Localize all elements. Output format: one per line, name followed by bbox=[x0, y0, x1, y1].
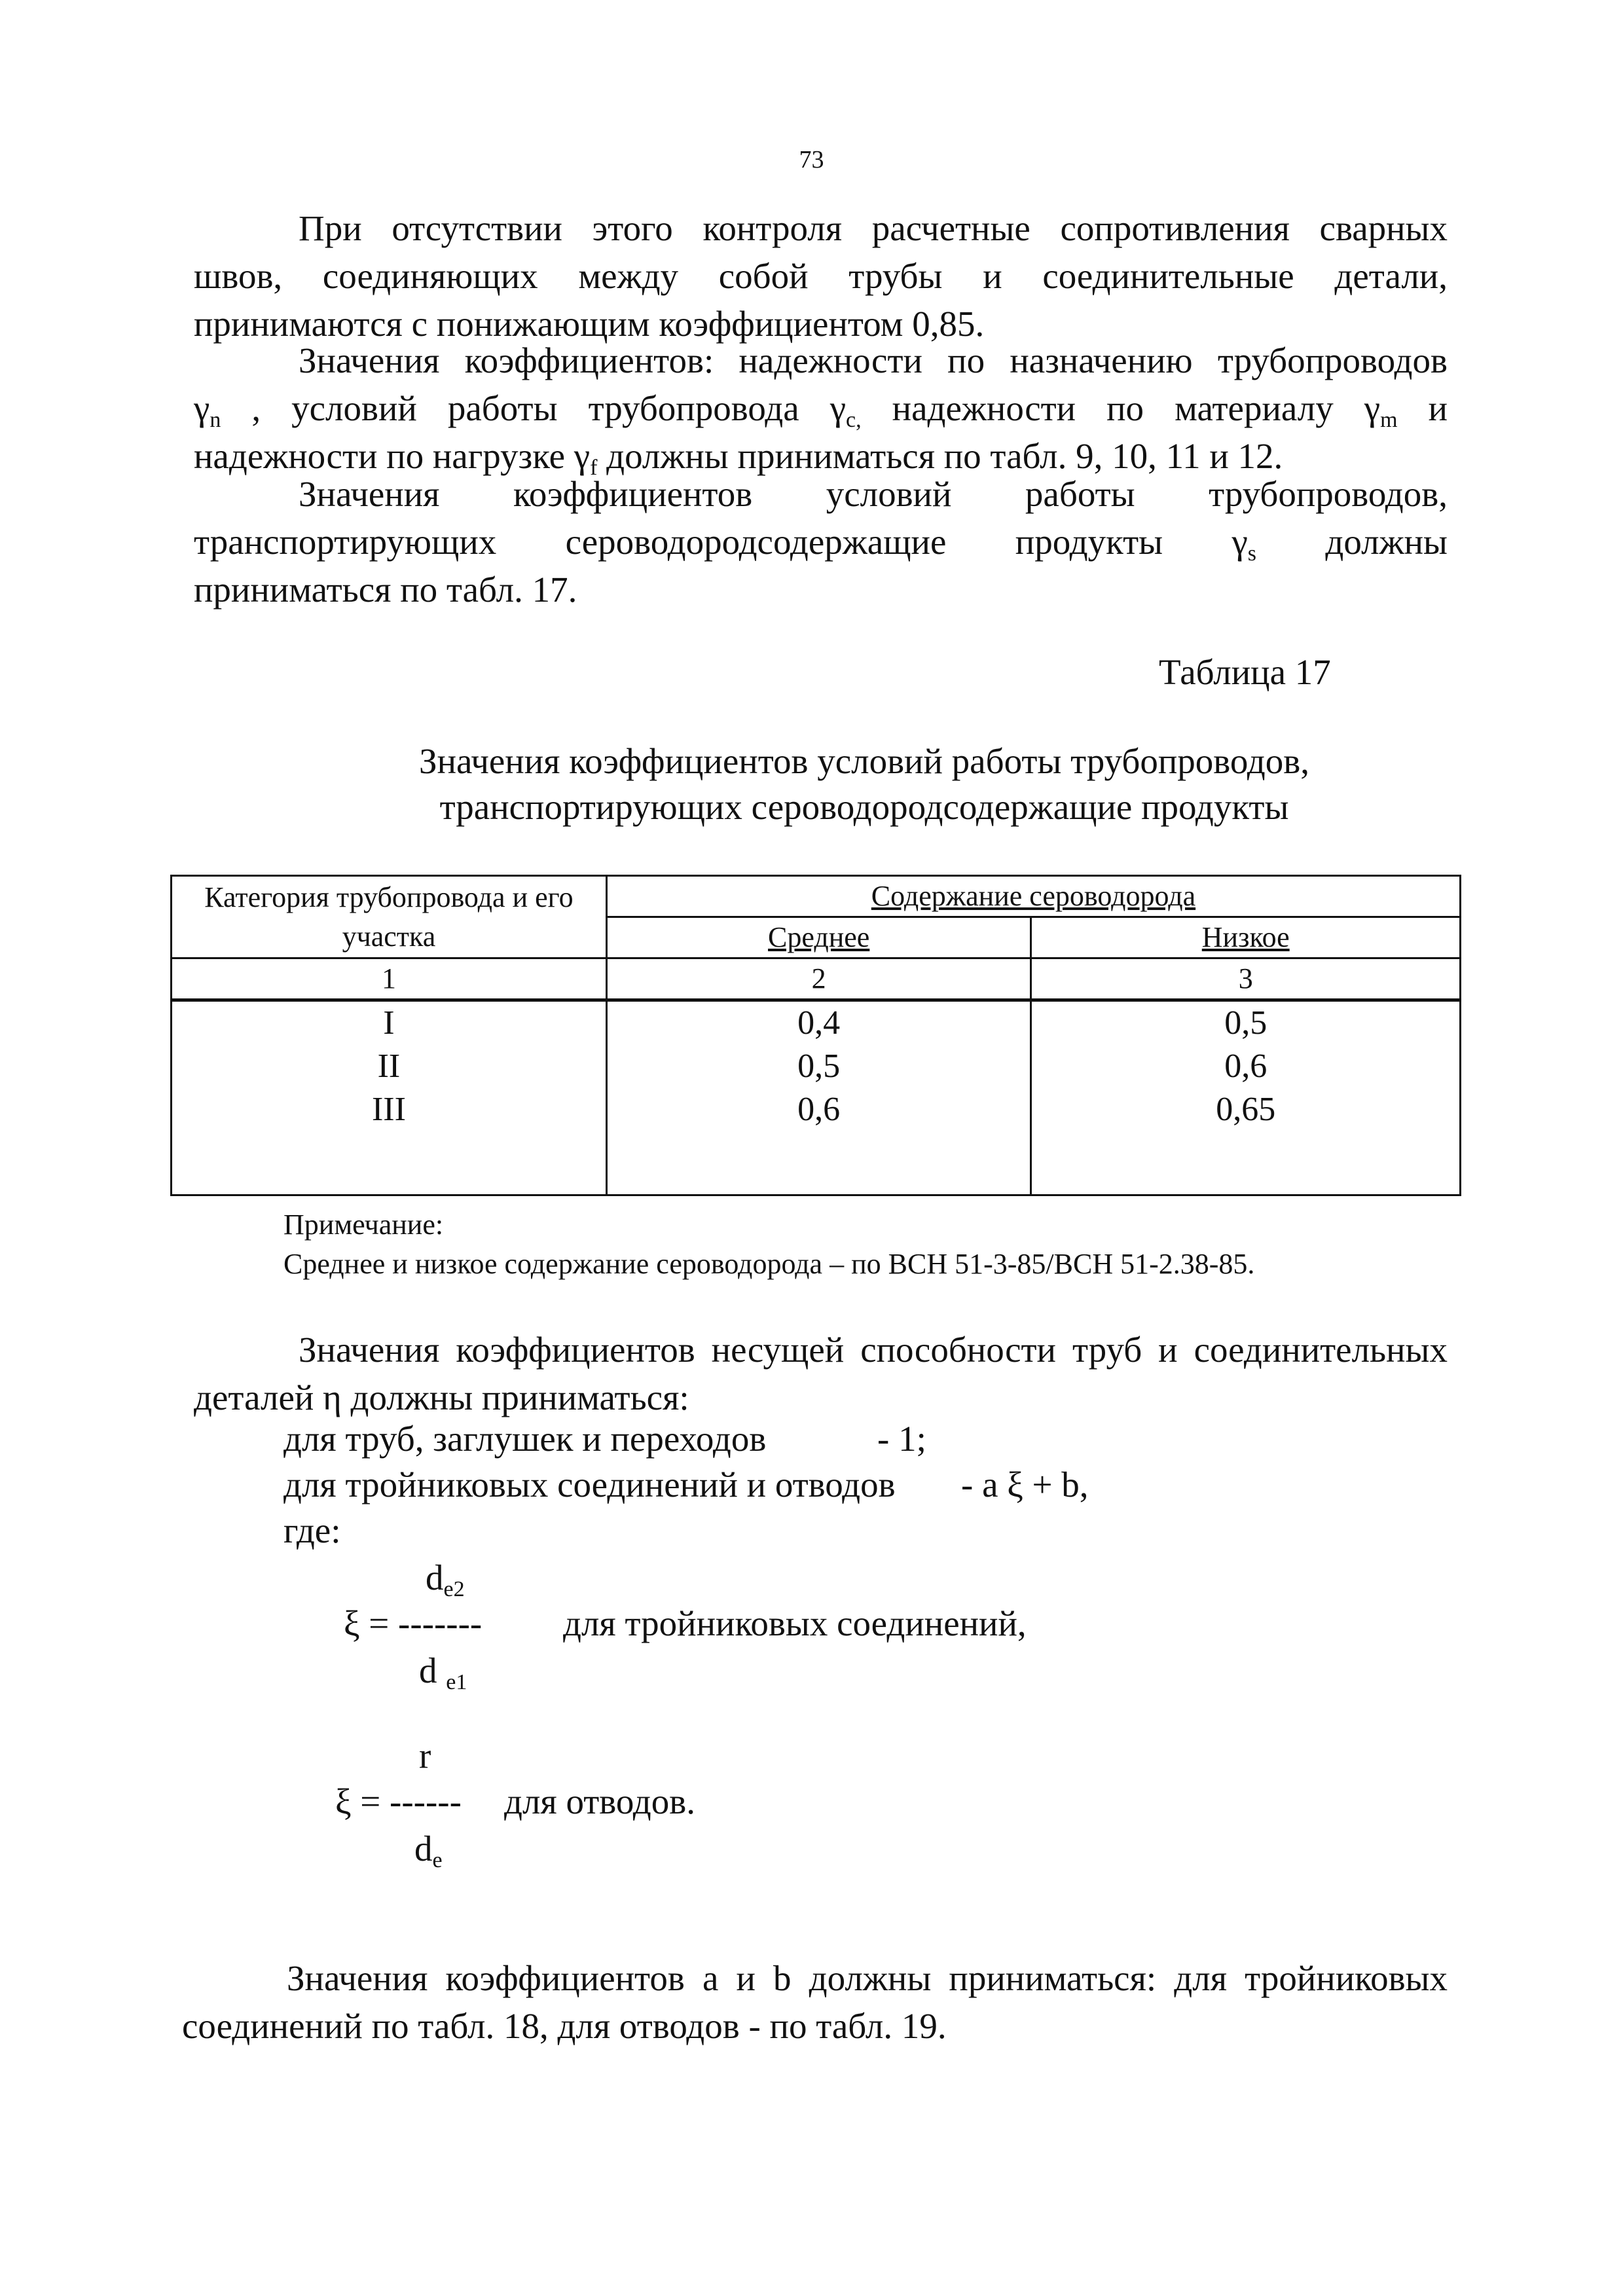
paragraph-bearing-capacity bbox=[194, 1326, 1448, 1421]
text-line: соединений по табл. 18, для отводов - по табл. 19. bbox=[182, 2006, 947, 2046]
text-line: швов, соединяющих между собой трубы и соединительные детали, bbox=[194, 256, 1448, 296]
cell-category: II bbox=[172, 1045, 607, 1088]
header-h2s-content bbox=[606, 876, 1460, 917]
text-line: Значения коэффициентов условий работы трубопроводов, bbox=[299, 474, 1448, 514]
table-caption bbox=[0, 738, 1623, 830]
header-medium-text: Среднее bbox=[768, 921, 870, 953]
formula2-denominator bbox=[414, 1828, 443, 1872]
caption-line: Значения коэффициентов условий работы трубопроводов, bbox=[419, 741, 1309, 781]
item-tees: для тройниковых соединений и отводов bbox=[283, 1465, 896, 1504]
formula2-description: для отводов. bbox=[504, 1781, 695, 1821]
text-line: Значения коэффициентов: надежности по назначению трубопроводов bbox=[299, 340, 1448, 380]
subscript: n bbox=[210, 408, 221, 432]
table-row bbox=[172, 1000, 1461, 1046]
text-fragment: должны приниматься по табл. 9, 10, 11 и 12. bbox=[597, 436, 1283, 476]
table-row bbox=[172, 1088, 1461, 1131]
subscript: e2 bbox=[443, 1577, 465, 1601]
text-fragment: надежности по материалу bbox=[861, 388, 1364, 428]
text-fragment: надежности по нагрузке bbox=[194, 436, 574, 476]
text-line bbox=[194, 518, 1448, 566]
subscript: e1 bbox=[446, 1670, 467, 1694]
table-label: Таблица 17 bbox=[1159, 652, 1331, 692]
paragraph-coefficients bbox=[194, 337, 1448, 480]
cell-medium: 0,5 bbox=[606, 1045, 1031, 1088]
cell-medium: 0,4 bbox=[606, 1000, 1031, 1046]
formula1-description: для тройниковых соединений, bbox=[563, 1603, 1027, 1643]
subscript: e bbox=[432, 1848, 443, 1872]
header-content-text: Содержание сероводорода bbox=[871, 880, 1196, 912]
header-medium bbox=[606, 917, 1031, 958]
formula-symbol: d bbox=[426, 1558, 444, 1597]
item-tees-value: - a ξ + b, bbox=[961, 1465, 1089, 1504]
item-pipes: для труб, заглушек и переходов bbox=[283, 1419, 767, 1459]
text-line: При отсутствии этого контроля расчетные сопротивления сварных bbox=[299, 208, 1448, 248]
table-row bbox=[172, 1045, 1461, 1088]
gamma-symbol: γ bbox=[194, 388, 210, 428]
text-line: Значения коэффициентов a и b должны приниматься: для тройниковых bbox=[287, 1958, 1448, 1998]
item-pipes-value: - 1; bbox=[877, 1419, 926, 1459]
cell-category: III bbox=[172, 1088, 607, 1131]
cell-low: 0,65 bbox=[1031, 1088, 1461, 1131]
formula-symbol: d bbox=[414, 1829, 433, 1868]
page-number: 73 bbox=[799, 146, 824, 173]
text-fragment: , условий работы трубопровода bbox=[221, 388, 830, 428]
header-low-text: Низкое bbox=[1201, 921, 1290, 953]
formula-symbol: d bbox=[419, 1650, 447, 1690]
formula1-numerator bbox=[426, 1557, 465, 1601]
cell-category: I bbox=[172, 1000, 607, 1046]
formula1-lhs: ξ = ------- bbox=[344, 1603, 483, 1643]
subscript: s bbox=[1247, 541, 1257, 566]
gamma-symbol: γ bbox=[1231, 522, 1248, 562]
table-bottom-spacer bbox=[172, 1131, 1461, 1195]
caption-line: транспортирующих сероводородсодержащие продукты bbox=[439, 787, 1289, 827]
numbering-row bbox=[172, 958, 1461, 1000]
spacer-cell bbox=[172, 1131, 607, 1195]
cell-medium: 0,6 bbox=[606, 1088, 1031, 1131]
formula2-numerator: r bbox=[419, 1736, 431, 1776]
text-line: принимаются с понижающим коэффициентом 0,85. bbox=[194, 304, 985, 344]
subscript: m bbox=[1380, 408, 1398, 432]
text-line: деталей η должны приниматься: bbox=[194, 1377, 689, 1417]
note-label: Примечание: bbox=[283, 1209, 444, 1241]
where-label: где: bbox=[283, 1510, 341, 1550]
formula1-denominator bbox=[419, 1650, 467, 1694]
header-low bbox=[1031, 917, 1461, 958]
text-fragment: и bbox=[1397, 388, 1448, 428]
note-text: Среднее и низкое содержание сероводорода – по ВСН 51-3-85/ВСН 51-2.38-85. bbox=[283, 1248, 1255, 1280]
coefficient-table bbox=[170, 875, 1461, 1196]
header-category bbox=[172, 876, 607, 958]
paragraph-weld-control bbox=[194, 204, 1448, 348]
formula2-lhs: ξ = ------ bbox=[335, 1781, 462, 1821]
subscript: f bbox=[590, 456, 598, 480]
gamma-symbol: γ bbox=[574, 436, 591, 476]
column-number: 3 bbox=[1031, 958, 1461, 1000]
text-line bbox=[194, 384, 1448, 432]
cell-low: 0,6 bbox=[1031, 1045, 1461, 1088]
text-line: приниматься по табл. 17. bbox=[194, 570, 577, 610]
column-number: 2 bbox=[606, 958, 1031, 1000]
subscript: c, bbox=[846, 408, 862, 432]
text-fragment: должны bbox=[1256, 522, 1448, 562]
spacer-cell bbox=[606, 1131, 1031, 1195]
gamma-symbol: γ bbox=[830, 388, 847, 428]
gamma-symbol: γ bbox=[1364, 388, 1381, 428]
cell-low: 0,5 bbox=[1031, 1000, 1461, 1046]
paragraph-h2s-coefficients bbox=[194, 470, 1448, 613]
text-line: Значения коэффициентов несущей способности труб и соединительных bbox=[299, 1330, 1448, 1370]
column-number: 1 bbox=[172, 958, 607, 1000]
header-category-text: Категория трубопровода и его участка bbox=[204, 881, 574, 953]
paragraph-a-b-coefficients bbox=[182, 1954, 1448, 2050]
text-fragment: транспортирующих сероводородсодержащие продукты bbox=[194, 522, 1232, 562]
spacer-cell bbox=[1031, 1131, 1461, 1195]
